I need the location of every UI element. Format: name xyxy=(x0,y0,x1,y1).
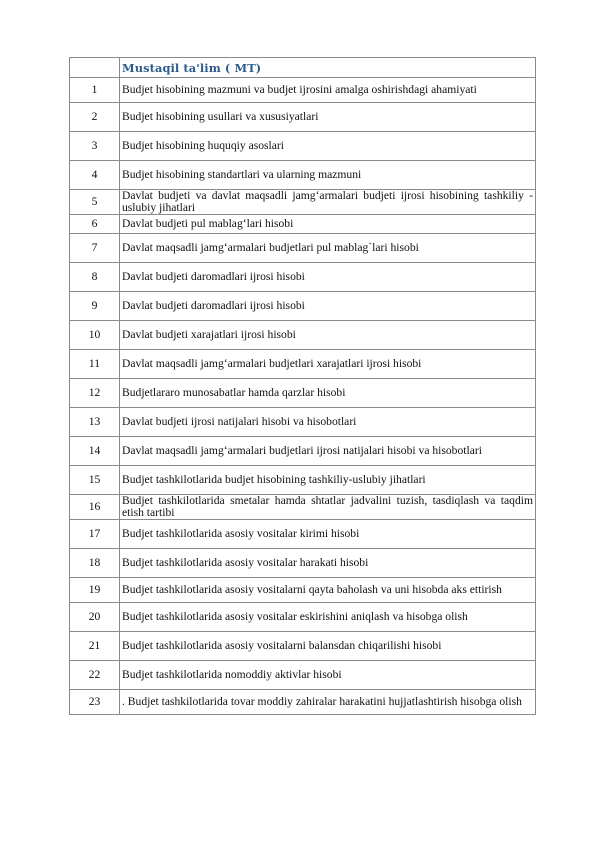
header-title-cell: Mustaqil ta'lim ( MT) xyxy=(120,58,536,78)
row-number: 16 xyxy=(70,495,120,520)
row-topic: Budjet hisobining standartlari va ularning mazmuni xyxy=(120,161,536,190)
row-number: 11 xyxy=(70,350,120,379)
table-row xyxy=(70,632,536,661)
table-row xyxy=(70,350,536,379)
row-number: 14 xyxy=(70,437,120,466)
row-topic: Davlat maqsadli jamg‘armalari budjetlari pul mablag`lari hisobi xyxy=(120,234,536,263)
table-header-row xyxy=(70,58,536,78)
row-number: 19 xyxy=(70,578,120,603)
row-topic: Budjetlararo munosabatlar hamda qarzlar hisobi xyxy=(120,379,536,408)
table-row xyxy=(70,78,536,103)
table-row xyxy=(70,379,536,408)
row-topic: Budjet tashkilotlarida asosiy vositalar eskirishini aniqlash va hisobga olish xyxy=(120,603,536,632)
table-row xyxy=(70,520,536,549)
row-number: 23 xyxy=(70,690,120,715)
row-topic: Davlat budjeti daromadlari ijrosi hisobi xyxy=(120,263,536,292)
row-number: 3 xyxy=(70,132,120,161)
row-number: 18 xyxy=(70,549,120,578)
row-number: 2 xyxy=(70,103,120,132)
row-number: 22 xyxy=(70,661,120,690)
row-number: 21 xyxy=(70,632,120,661)
row-number: 9 xyxy=(70,292,120,321)
row-topic: Budjet tashkilotlarida asosiy vositalarni qayta baholash va uni hisobda aks ettirish xyxy=(120,578,536,603)
row-number: 5 xyxy=(70,190,120,215)
independent-study-table xyxy=(69,57,536,715)
table-row xyxy=(70,603,536,632)
table-row xyxy=(70,215,536,234)
row-topic: Budjet tashkilotlarida nomoddiy aktivlar hisobi xyxy=(120,661,536,690)
table-row xyxy=(70,690,536,715)
row-number: 20 xyxy=(70,603,120,632)
row-number: 7 xyxy=(70,234,120,263)
table-row xyxy=(70,190,536,215)
row-number: 4 xyxy=(70,161,120,190)
table-row xyxy=(70,437,536,466)
row-topic: Budjet hisobining mazmuni va budjet ijrosini amalga oshirishdagi ahamiyati xyxy=(120,78,536,103)
table-row xyxy=(70,466,536,495)
row-topic: . Budjet tashkilotlarida tovar moddiy zahiralar harakatini hujjatlashtirish hisobga olish xyxy=(120,690,536,715)
table-row xyxy=(70,132,536,161)
row-topic: Budjet hisobining huquqiy asoslari xyxy=(120,132,536,161)
table-row xyxy=(70,661,536,690)
row-topic: Davlat budjeti va davlat maqsadli jamg‘armalari budjeti ijrosi hisobining tashkiliy - uslubiy jihatlari xyxy=(120,190,536,215)
table-row xyxy=(70,578,536,603)
row-topic: Davlat maqsadli jamg‘armalari budjetlari ijrosi natijalari hisobi va hisobotlari xyxy=(120,437,536,466)
row-topic: Budjet tashkilotlarida budjet hisobining tashkiliy-uslubiy jihatlari xyxy=(120,466,536,495)
header-number-cell xyxy=(70,58,120,78)
table-row xyxy=(70,549,536,578)
row-number: 8 xyxy=(70,263,120,292)
row-topic: Budjet tashkilotlarida asosiy vositalarni balansdan chiqarilishi hisobi xyxy=(120,632,536,661)
table-row xyxy=(70,292,536,321)
table-row xyxy=(70,495,536,520)
row-topic: Budjet tashkilotlarida asosiy vositalar harakati hisobi xyxy=(120,549,536,578)
row-topic: Budjet hisobining usullari va xususiyatlari xyxy=(120,103,536,132)
row-topic: Davlat budjeti daromadlari ijrosi hisobi xyxy=(120,292,536,321)
row-number: 17 xyxy=(70,520,120,549)
table-row xyxy=(70,161,536,190)
row-number: 15 xyxy=(70,466,120,495)
table-row xyxy=(70,408,536,437)
row-number: 10 xyxy=(70,321,120,350)
row-topic: Budjet tashkilotlarida asosiy vositalar kirimi hisobi xyxy=(120,520,536,549)
table-row xyxy=(70,263,536,292)
row-topic: Budjet tashkilotlarida smetalar hamda shtatlar jadvalini tuzish, tasdiqlash va taqdim etish tartibi xyxy=(120,495,536,520)
row-topic: Davlat budjeti ijrosi natijalari hisobi va hisobotlari xyxy=(120,408,536,437)
row-topic: Davlat budjeti pul mablag‘lari hisobi xyxy=(120,215,536,234)
row-topic: Davlat maqsadli jamg‘armalari budjetlari xarajatlari ijrosi hisobi xyxy=(120,350,536,379)
row-topic: Davlat budjeti xarajatlari ijrosi hisobi xyxy=(120,321,536,350)
row-number: 6 xyxy=(70,215,120,234)
table-row xyxy=(70,234,536,263)
row-number: 13 xyxy=(70,408,120,437)
row-number: 1 xyxy=(70,78,120,103)
table-row xyxy=(70,321,536,350)
table-row xyxy=(70,103,536,132)
row-number: 12 xyxy=(70,379,120,408)
